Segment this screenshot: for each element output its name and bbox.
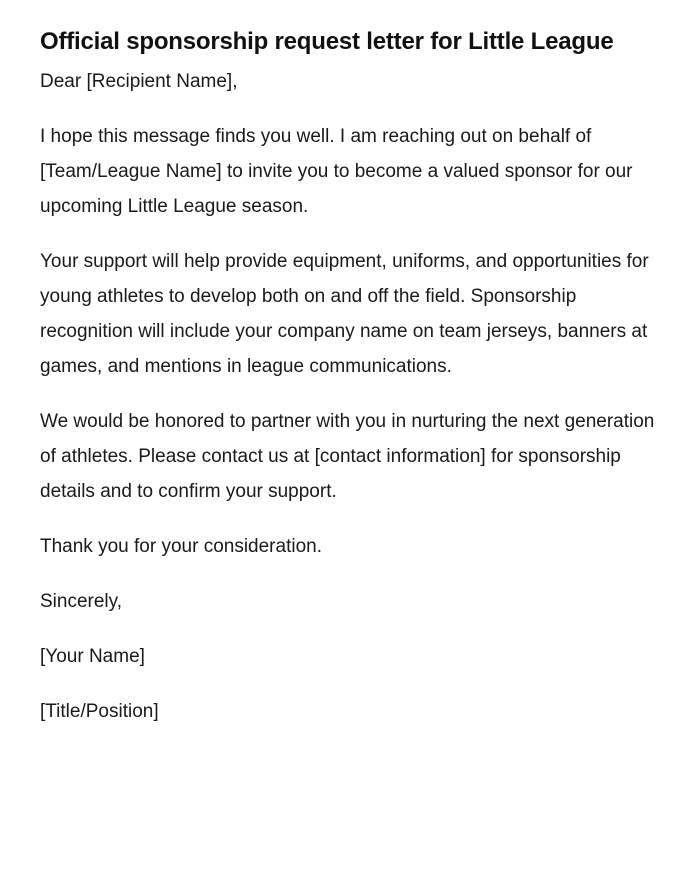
thanks-line: Thank you for your consideration.: [40, 536, 322, 557]
signature-title: [Title/Position]: [40, 701, 159, 722]
body-paragraph-benefits: Your support will help provide equipment, uniforms, and opportunities for young athletes to develop both on and off the field. Sponsorship recognition will include your company name on team jerseys, banners at games, and mentions in league communications.: [40, 251, 649, 377]
signature-name: [Your Name]: [40, 646, 145, 667]
body-paragraph-intro: I hope this message finds you well. I am reaching out on behalf of [Team/League Name] to invite you to become a valued sponsor for our upcoming Little League season.: [40, 126, 633, 217]
document-title: Official sponsorship request letter for Little League: [40, 28, 614, 55]
body-paragraph-contact: We would be honored to partner with you in nurturing the next generation of athletes. Please contact us at [contact information] for sponsorship details and to confirm your support.: [40, 411, 655, 502]
letter-document: [40, 20, 660, 729]
salutation: Dear [Recipient Name],: [40, 71, 238, 92]
closing-line: Sincerely,: [40, 591, 123, 612]
